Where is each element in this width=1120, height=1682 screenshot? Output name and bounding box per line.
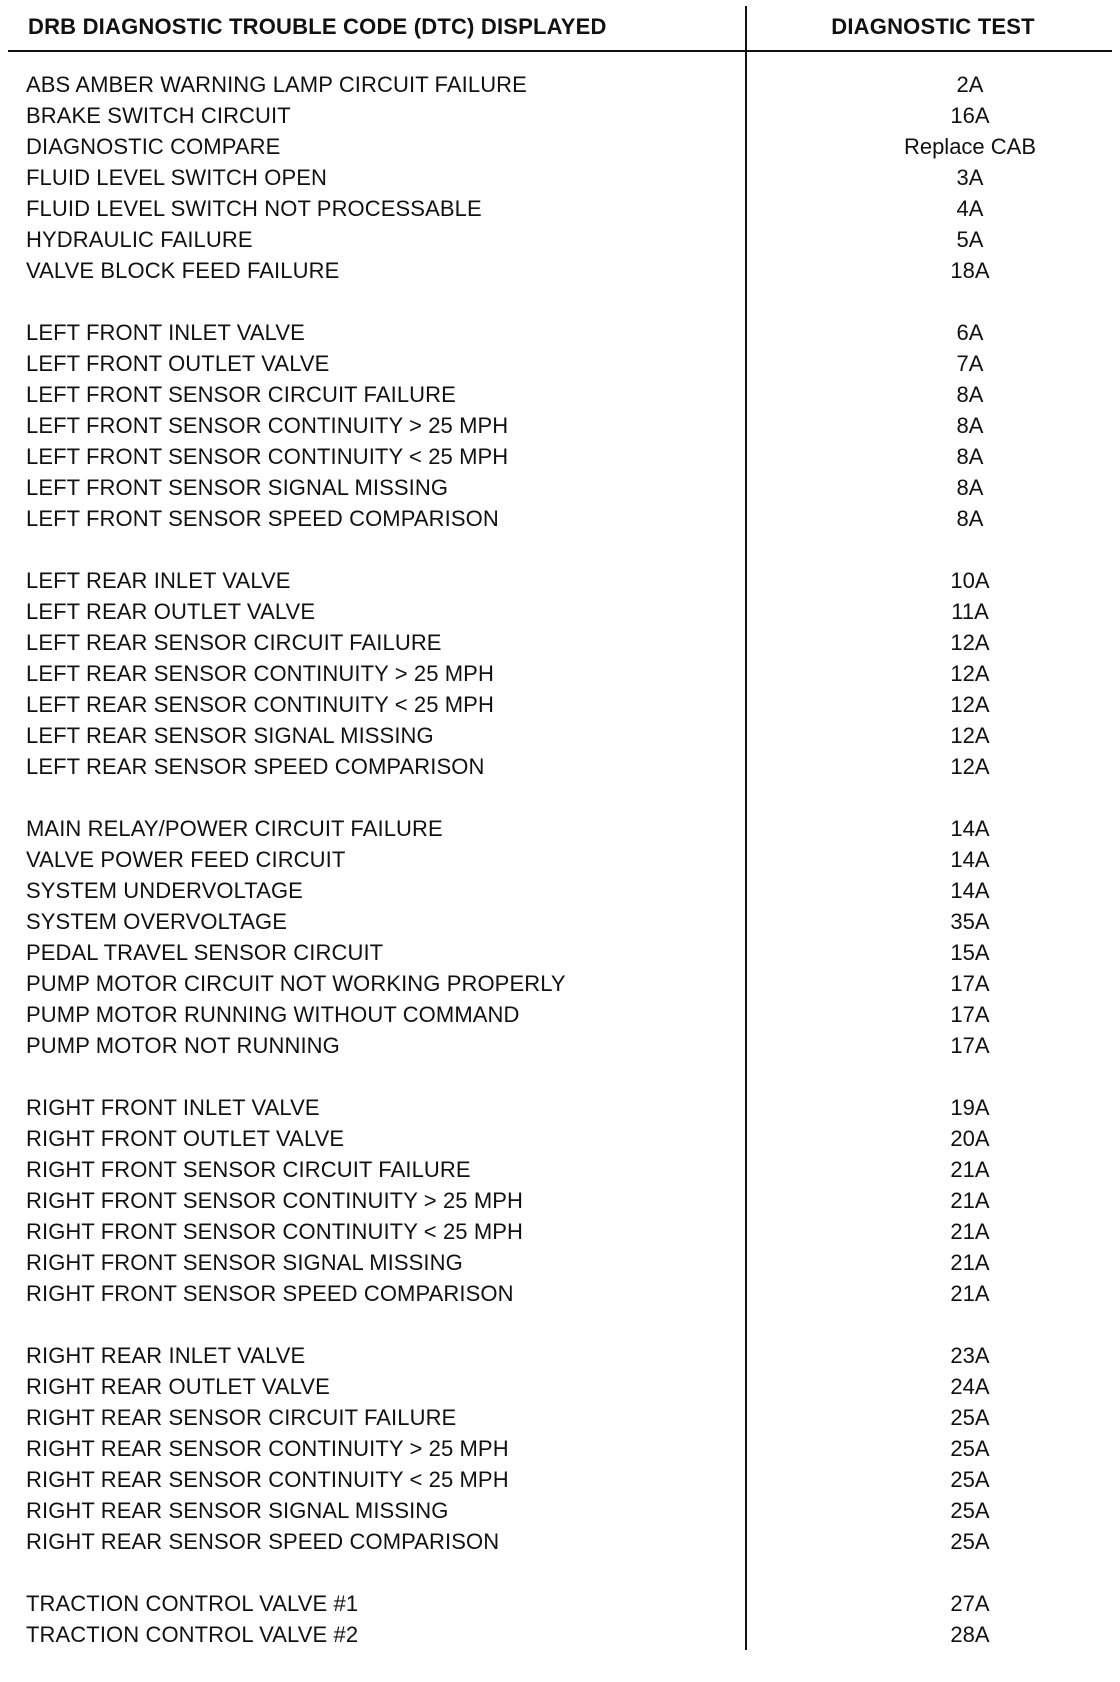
dtc-code: PUMP MOTOR CIRCUIT NOT WORKING PROPERLY [26, 971, 566, 996]
table-row [0, 256, 1120, 287]
dtc-code: HYDRAULIC FAILURE [26, 227, 253, 252]
table-row [0, 1496, 1120, 1527]
table-row [0, 1217, 1120, 1248]
table-row [0, 659, 1120, 690]
table-row [0, 1155, 1120, 1186]
dtc-code: LEFT REAR SENSOR SPEED COMPARISON [26, 754, 485, 779]
dtc-code: LEFT FRONT INLET VALVE [26, 320, 305, 345]
dtc-code: LEFT FRONT OUTLET VALVE [26, 351, 330, 376]
dtc-group [0, 814, 1120, 1062]
diagnostic-test-column-header: DIAGNOSTIC TEST [831, 14, 1035, 39]
diagnostic-test: 21A [950, 1157, 990, 1182]
diagnostic-test: 10A [950, 568, 990, 593]
dtc-code: RIGHT FRONT SENSOR CIRCUIT FAILURE [26, 1157, 471, 1182]
diagnostic-test: 3A [956, 165, 984, 190]
dtc-group [0, 70, 1120, 287]
diagnostic-test: 27A [950, 1591, 990, 1616]
diagnostic-test: 25A [950, 1529, 990, 1554]
diagnostic-test: 25A [950, 1498, 990, 1523]
diagnostic-test: 16A [950, 103, 990, 128]
diagnostic-test: 6A [956, 320, 984, 345]
table-row [0, 132, 1120, 163]
dtc-column-header: DRB DIAGNOSTIC TROUBLE CODE (DTC) DISPLAYED [28, 14, 607, 39]
table-row [0, 1341, 1120, 1372]
table-row [0, 1403, 1120, 1434]
dtc-code: RIGHT REAR SENSOR SIGNAL MISSING [26, 1498, 449, 1523]
dtc-code: DIAGNOSTIC COMPARE [26, 134, 281, 159]
table-row [0, 349, 1120, 380]
dtc-code: PUMP MOTOR RUNNING WITHOUT COMMAND [26, 1002, 520, 1027]
diagnostic-test: 12A [950, 723, 990, 748]
dtc-code: LEFT FRONT SENSOR SIGNAL MISSING [26, 475, 449, 500]
table-row [0, 225, 1120, 256]
diagnostic-test: 35A [950, 909, 990, 934]
table-row [0, 318, 1120, 349]
diagnostic-test: 8A [956, 506, 984, 531]
table-row [0, 1124, 1120, 1155]
diagnostic-test: 25A [950, 1467, 990, 1492]
diagnostic-test: 21A [950, 1281, 990, 1306]
dtc-code: RIGHT REAR SENSOR SPEED COMPARISON [26, 1529, 500, 1554]
diagnostic-test: 25A [950, 1405, 990, 1430]
dtc-code: RIGHT REAR INLET VALVE [26, 1343, 306, 1368]
dtc-code: LEFT FRONT SENSOR SPEED COMPARISON [26, 506, 499, 531]
diagnostic-test: 4A [956, 196, 984, 221]
table-row [0, 473, 1120, 504]
dtc-code: PEDAL TRAVEL SENSOR CIRCUIT [26, 940, 384, 965]
table-row [0, 70, 1120, 101]
diagnostic-test: 15A [950, 940, 990, 965]
diagnostic-test: 5A [956, 227, 984, 252]
dtc-group [0, 318, 1120, 535]
table-row [0, 1589, 1120, 1620]
dtc-table-body [0, 70, 1120, 1682]
table-row [0, 938, 1120, 969]
diagnostic-test: 25A [950, 1436, 990, 1461]
diagnostic-test: 8A [956, 382, 984, 407]
diagnostic-test: 21A [950, 1219, 990, 1244]
diagnostic-test: 24A [950, 1374, 990, 1399]
diagnostic-test: 8A [956, 475, 984, 500]
table-row [0, 442, 1120, 473]
table-row [0, 1434, 1120, 1465]
dtc-code: LEFT FRONT SENSOR CONTINUITY > 25 MPH [26, 413, 509, 438]
table-row [0, 814, 1120, 845]
table-row [0, 1620, 1120, 1651]
dtc-code: FLUID LEVEL SWITCH OPEN [26, 165, 327, 190]
diagnostic-test: 20A [950, 1126, 990, 1151]
diagnostic-test: 12A [950, 692, 990, 717]
table-row [0, 1186, 1120, 1217]
diagnostic-test: 17A [950, 971, 990, 996]
diagnostic-test: 2A [956, 72, 984, 97]
dtc-code: LEFT REAR SENSOR SIGNAL MISSING [26, 723, 434, 748]
diagnostic-test: 14A [950, 847, 990, 872]
table-row [0, 721, 1120, 752]
diagnostic-test: 28A [950, 1622, 990, 1647]
table-row [0, 1372, 1120, 1403]
table-row [0, 876, 1120, 907]
table-row [0, 163, 1120, 194]
table-row [0, 194, 1120, 225]
dtc-code: BRAKE SWITCH CIRCUIT [26, 103, 291, 128]
diagnostic-test: 17A [950, 1033, 990, 1058]
table-row [0, 101, 1120, 132]
diagnostic-test: 8A [956, 413, 984, 438]
diagnostic-test: 12A [950, 754, 990, 779]
table-row [0, 1527, 1120, 1558]
table-row [0, 969, 1120, 1000]
table-row [0, 1000, 1120, 1031]
diagnostic-test: 12A [950, 630, 990, 655]
dtc-code: LEFT REAR OUTLET VALVE [26, 599, 316, 624]
diagnostic-test: 7A [956, 351, 984, 376]
diagnostic-test: 21A [950, 1188, 990, 1213]
dtc-group [0, 1341, 1120, 1558]
table-row [0, 380, 1120, 411]
dtc-code: SYSTEM UNDERVOLTAGE [26, 878, 303, 903]
dtc-code: FLUID LEVEL SWITCH NOT PROCESSABLE [26, 196, 482, 221]
dtc-code: RIGHT FRONT SENSOR SIGNAL MISSING [26, 1250, 463, 1275]
dtc-code: RIGHT REAR SENSOR CONTINUITY < 25 MPH [26, 1467, 509, 1492]
diagnostic-test: 14A [950, 816, 990, 841]
dtc-group [0, 1093, 1120, 1310]
dtc-code: LEFT FRONT SENSOR CONTINUITY < 25 MPH [26, 444, 509, 469]
dtc-code: TRACTION CONTROL VALVE #1 [26, 1591, 359, 1616]
dtc-code: LEFT REAR SENSOR CONTINUITY > 25 MPH [26, 661, 494, 686]
dtc-code: RIGHT FRONT SENSOR CONTINUITY > 25 MPH [26, 1188, 524, 1213]
table-row [0, 1248, 1120, 1279]
diagnostic-test: 23A [950, 1343, 990, 1368]
table-row [0, 1031, 1120, 1062]
diagnostic-test: 18A [950, 258, 990, 283]
table-row [0, 1093, 1120, 1124]
dtc-group [0, 566, 1120, 783]
table-row [0, 1465, 1120, 1496]
dtc-code: RIGHT FRONT SENSOR CONTINUITY < 25 MPH [26, 1219, 524, 1244]
dtc-code: VALVE POWER FEED CIRCUIT [26, 847, 346, 872]
dtc-group [0, 1589, 1120, 1651]
dtc-code: RIGHT REAR OUTLET VALVE [26, 1374, 330, 1399]
diagnostic-test: 12A [950, 661, 990, 686]
table-row [0, 752, 1120, 783]
table-row [0, 845, 1120, 876]
dtc-code: SYSTEM OVERVOLTAGE [26, 909, 287, 934]
dtc-code: LEFT REAR INLET VALVE [26, 568, 291, 593]
dtc-code: VALVE BLOCK FEED FAILURE [26, 258, 340, 283]
diagnostic-test: 11A [951, 599, 989, 624]
table-header [0, 0, 1120, 52]
table-row [0, 628, 1120, 659]
diagnostic-test: 8A [956, 444, 984, 469]
table-row [0, 1279, 1120, 1310]
dtc-code: RIGHT FRONT SENSOR SPEED COMPARISON [26, 1281, 514, 1306]
table-row [0, 566, 1120, 597]
diagnostic-test: Replace CAB [903, 134, 1037, 159]
dtc-code: RIGHT REAR SENSOR CONTINUITY > 25 MPH [26, 1436, 509, 1461]
header-divider [8, 50, 1112, 52]
diagnostic-test: 14A [950, 878, 990, 903]
dtc-code: LEFT REAR SENSOR CIRCUIT FAILURE [26, 630, 442, 655]
dtc-code: RIGHT REAR SENSOR CIRCUIT FAILURE [26, 1405, 457, 1430]
diagnostic-test: 19A [950, 1095, 990, 1120]
table-row [0, 597, 1120, 628]
table-row [0, 907, 1120, 938]
dtc-code: LEFT FRONT SENSOR CIRCUIT FAILURE [26, 382, 456, 407]
dtc-code: ABS AMBER WARNING LAMP CIRCUIT FAILURE [26, 72, 527, 97]
diagnostic-test: 17A [950, 1002, 990, 1027]
dtc-code: LEFT REAR SENSOR CONTINUITY < 25 MPH [26, 692, 494, 717]
dtc-code: RIGHT FRONT OUTLET VALVE [26, 1126, 345, 1151]
diagnostic-test: 21A [950, 1250, 990, 1275]
dtc-code: PUMP MOTOR NOT RUNNING [26, 1033, 340, 1058]
table-row [0, 690, 1120, 721]
dtc-code: MAIN RELAY/POWER CIRCUIT FAILURE [26, 816, 443, 841]
dtc-code: RIGHT FRONT INLET VALVE [26, 1095, 320, 1120]
dtc-code: TRACTION CONTROL VALVE #2 [26, 1622, 359, 1647]
table-row [0, 504, 1120, 535]
table-row [0, 411, 1120, 442]
